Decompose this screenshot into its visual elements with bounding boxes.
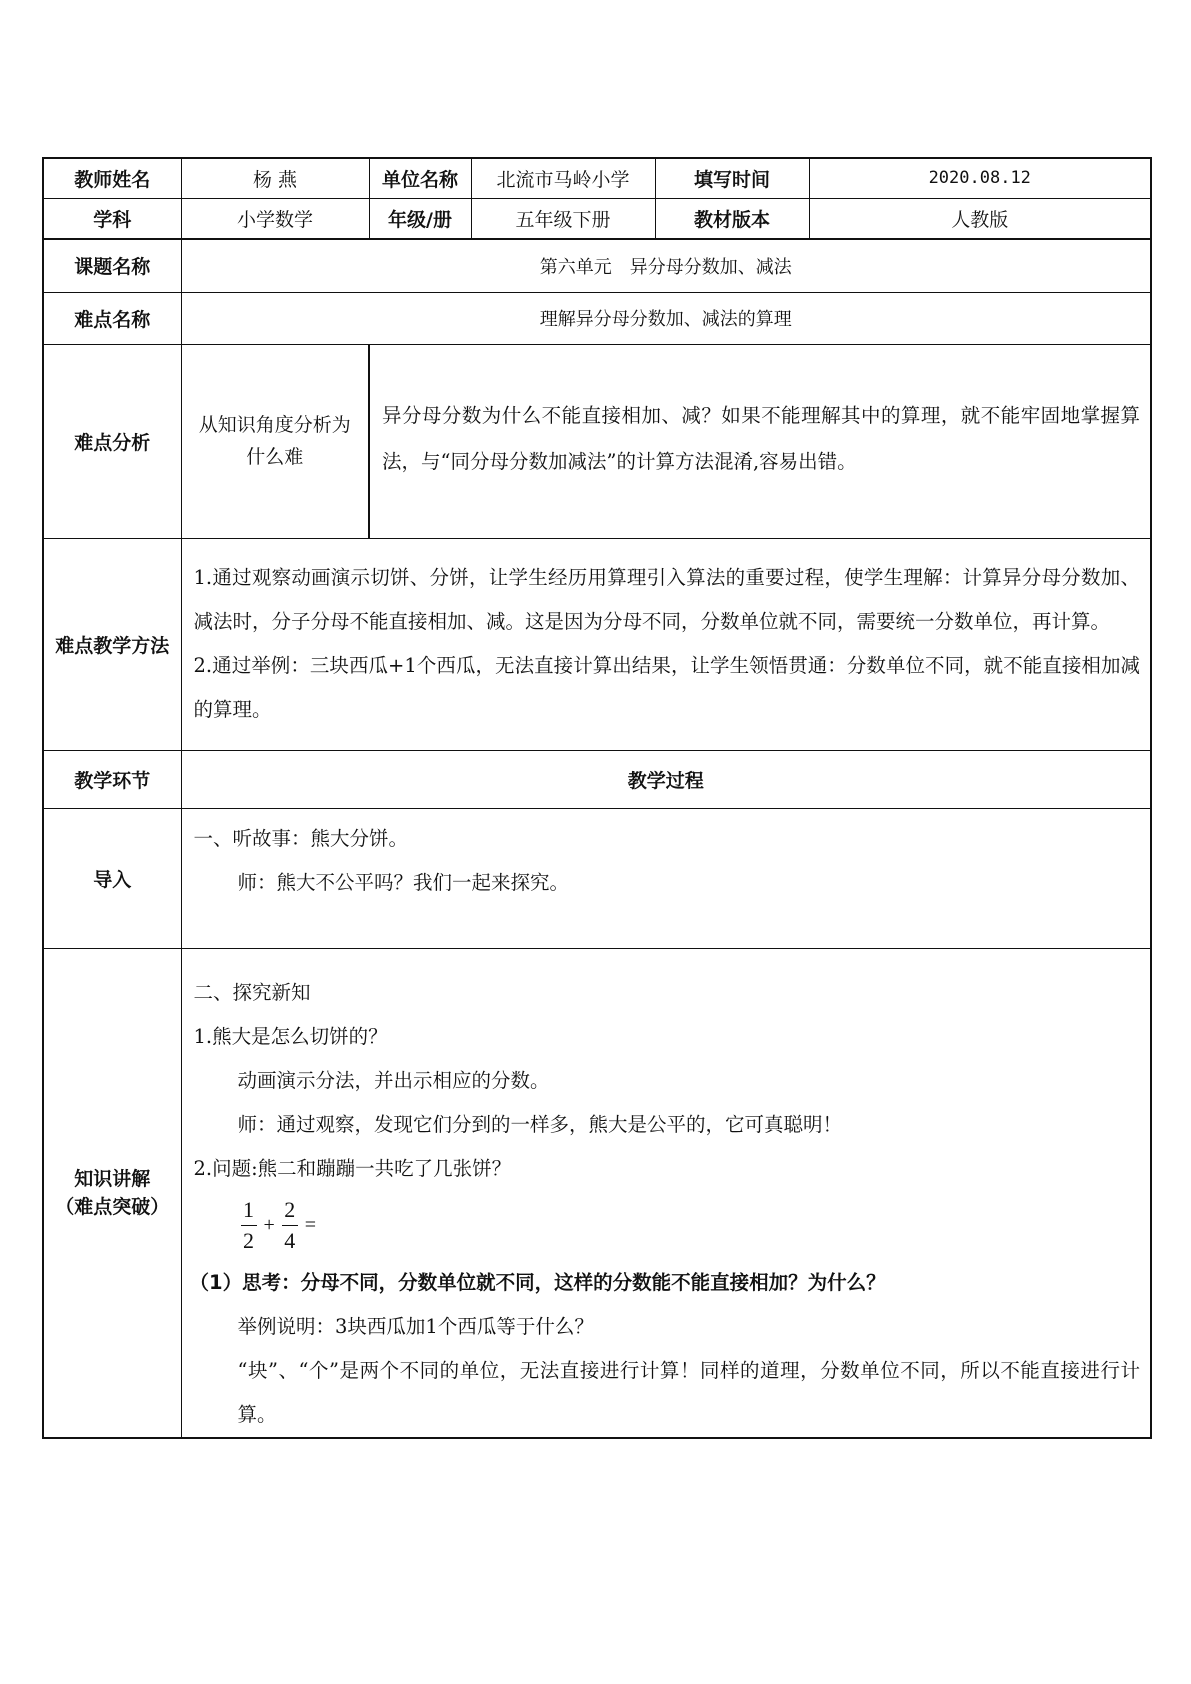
intro-line-1: 一、听故事：熊大分饼。 xyxy=(193,826,409,850)
method-paragraph-2: 2.通过举例：三块西瓜+1个西瓜，无法直接计算出结果，让学生领悟贯通：分数单位不同，就不能直接相加减的算理。 xyxy=(193,654,1140,721)
subject-value: 小学数学 xyxy=(181,198,369,239)
fraction-one-half xyxy=(241,1197,257,1254)
unit-name-label: 单位名称 xyxy=(369,158,471,198)
difficulty-row xyxy=(43,292,1151,344)
topic-label: 课题名称 xyxy=(43,239,181,292)
fraction-1-denominator: 2 xyxy=(243,1228,254,1253)
process-header-row xyxy=(43,750,1151,808)
difficulty-value: 理解异分母分数加、减法的算理 xyxy=(181,292,1151,344)
knowledge-line-4: 师：通过观察，发现它们分到的一样多，熊大是公平的，它可真聪明！ xyxy=(237,1112,843,1136)
fraction-1-bar xyxy=(241,1225,257,1226)
fraction-2-bar xyxy=(282,1225,298,1226)
analysis-text-cell xyxy=(369,344,1151,538)
fill-date-value: 2020.08.12 xyxy=(809,158,1151,198)
knowledge-line-7: 举例说明：3块西瓜加1个西瓜等于什么？ xyxy=(237,1314,594,1338)
knowledge-label-line-2: （难点突破） xyxy=(55,1195,170,1218)
fraction-formula xyxy=(238,1191,321,1261)
process-title: 教学过程 xyxy=(181,750,1151,808)
intro-row xyxy=(43,808,1151,948)
knowledge-label xyxy=(43,948,181,1438)
fraction-2-denominator: 4 xyxy=(284,1228,296,1253)
unit-name-value: 北流市马岭小学 xyxy=(471,158,655,198)
knowledge-label-line-1: 知识讲解 xyxy=(74,1167,151,1190)
intro-label: 导入 xyxy=(43,808,181,948)
fraction-1-numerator: 1 xyxy=(243,1197,254,1222)
topic-value: 第六单元 异分母分数加、减法 xyxy=(181,239,1151,292)
teacher-name-value: 杨 燕 xyxy=(181,158,369,198)
fill-date-label: 填写时间 xyxy=(655,158,809,198)
process-stage-label: 教学环节 xyxy=(43,750,181,808)
intro-cell xyxy=(181,808,1151,948)
intro-line-2: 师：熊大不公平吗？我们一起来探究。 xyxy=(237,870,570,894)
grade-label: 年级/册 xyxy=(369,198,471,239)
difficulty-label: 难点名称 xyxy=(43,292,181,344)
method-cell xyxy=(181,538,1151,750)
knowledge-line-8: “块”、“个”是两个不同的单位，无法直接进行计算！同样的道理，分数单位不同，所以不能直接进行计算。 xyxy=(237,1358,1140,1426)
analysis-row xyxy=(43,344,1151,538)
fraction-2-numerator: 2 xyxy=(284,1197,296,1222)
equals-sign: = xyxy=(304,1214,317,1236)
lesson-plan-table xyxy=(42,157,1152,1439)
method-row xyxy=(43,538,1151,750)
subject-label: 学科 xyxy=(43,198,181,239)
plus-sign: + xyxy=(263,1214,275,1236)
header-row-1 xyxy=(43,158,1151,198)
knowledge-think-question: （1）思考：分母不同，分数单位就不同，这样的分数能不能直接相加？为什么？ xyxy=(189,1270,886,1294)
edition-value: 人教版 xyxy=(809,198,1151,239)
knowledge-row xyxy=(43,948,1151,1438)
edition-label: 教材版本 xyxy=(655,198,809,239)
knowledge-cell xyxy=(181,948,1151,1438)
knowledge-line-1: 二、探究新知 xyxy=(193,980,311,1004)
fraction-two-quarters xyxy=(282,1197,298,1254)
knowledge-line-5: 2.问题:熊二和蹦蹦一共吃了几张饼？ xyxy=(193,1156,512,1180)
grade-value: 五年级下册 xyxy=(471,198,655,239)
analysis-sublabel: 从知识角度分析为什么难 xyxy=(181,344,369,538)
method-label: 难点教学方法 xyxy=(43,538,181,750)
topic-row xyxy=(43,239,1151,292)
analysis-text: 异分母分数为什么不能直接相加、减？如果不能理解其中的算理，就不能牢固地掌握算法，与“同分母分数加减法”的计算方法混淆,容易出错。 xyxy=(382,403,1140,473)
knowledge-line-2: 1.熊大是怎么切饼的？ xyxy=(193,1024,388,1048)
knowledge-line-3: 动画演示分法，并出示相应的分数。 xyxy=(237,1068,550,1092)
header-row-2 xyxy=(43,198,1151,239)
teacher-name-label: 教师姓名 xyxy=(43,158,181,198)
method-paragraph-1: 1.通过观察动画演示切饼、分饼，让学生经历用算理引入算法的重要过程，使学生理解：计算异分母分数加、减法时，分子分母不能直接相加、减。这是因为分母不同，分数单位就不同，需要统一分数单位，再计算。 xyxy=(193,566,1140,633)
analysis-label: 难点分析 xyxy=(43,344,181,538)
